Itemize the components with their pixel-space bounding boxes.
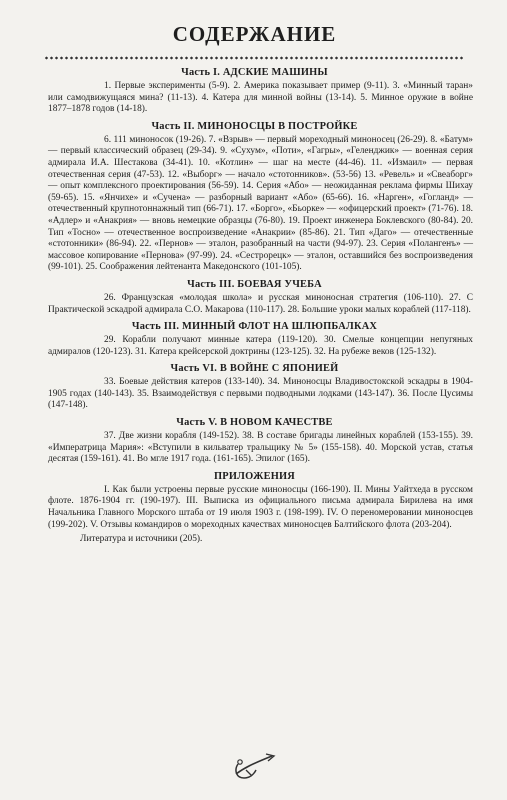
part-4 — [36, 321, 473, 358]
part-3 — [36, 279, 473, 316]
part-heading: Часть VI. В ВОЙНЕ С ЯПОНИЕЙ — [170, 363, 339, 375]
page-title: СОДЕРЖАНИЕ — [172, 22, 337, 46]
part-1 — [36, 67, 473, 116]
part-contents: I. Как были устроены первые русские миноносцы (166-190). II. Мины Уайтхеда в русском флоте. 1876-1904 гг. (190-197). III. Выписка из официального письма адмирала Бирилева на имя Начальника Главного Морского штаба от 19 июля 1903 г. (198-199). IV. О переномеровании миноносцев (199-202). V. Отзывы командиров о мореходных качествах миноносцев Балтийского флота (203-204). — [48, 484, 473, 530]
part-heading: Часть II. МИНОНОСЦЫ В ПОСТРОЙКЕ — [151, 120, 358, 132]
part-contents: 26. Французская «молодая школа» и русская миноносная стратегия (106-110). 27. С Практической эскадрой адмирала С.О. Макарова (110-117). 28. Большие уроки малых кораблей (117-118). — [48, 292, 473, 315]
part-contents: 29. Корабли получают минные катера (119-120). 30. Смелые концепции непугяных адмиралов (120-123). 31. Катера крейсерской доктрины (123-125). 32. На рубеже веков (125-132). — [48, 335, 473, 357]
part-6 — [36, 417, 473, 466]
part-contents: 1. Первые эксперименты (5-9). 2. Америка показывает пример (9-11). 3. «Минный таран» или самодвижущаяся мина? (11-13). 4. Катера для минной войны (13-14). 5. Минное оружие в войне 1877–1878 годов (14-18). — [48, 81, 473, 115]
part-heading: Часть I. АДСКИЕ МАШИНЫ — [181, 67, 328, 78]
part-contents: 6. 111 миноносок (19-26). 7. «Взрыв» — первый мореходный миноносец (26-29). 8. «Батум» — первый классический образец (29-34). 9. «Сухум», «Поти», «Гагры», «Геленджик» — военная серия адмирала И.А. Шестакова (34-41). 10. «Котлин» — шаг на месте (44-46). 11. «Измаил» — первая отечественная серия (47-53). 12. «Выборг» — начало «стотонников». (53-56) 13. «Ревель» и «Свеаборг» — опыт комплексного проектирования (56-59). 14. Серия «Або» — неожиданная реклама фирмы Шихау (59-65). 15. «Янчихе» и «Сучена» — разборный вариант «Або» (65-66). 16. «Нарген», «Гогланд» — отечественный крупнотоннажный тип (66-71). 17. «Борго», «Бьорке» — «офицерский проект» (71-76). 18. «Адлер» и «Анакрия» — вновь немецкие образцы (76-80). 19. Проект инженера Боклевского (80-84). 20. Тип «Тосно» — отечественное воспроизведение «Анакрии» (85-86). 21. Тип «Даго» — отечественные «стотонники» (86-94). 22. «Пернов» — эталон, разобранный на части (94-97). 23. Серия «Полангенъ» — массовое копирование «Пернова» (97-99). 24. «Сестрорецк» — эталон, оставшийся без воспроизведения (99-101). 25. Соображения лейтенанта Македонского (101-105). — [48, 134, 473, 273]
appendices — [36, 471, 473, 545]
part-heading: Часть V. В НОВОМ КАЧЕСТВЕ — [176, 417, 333, 429]
anchor-emblem-icon — [230, 750, 278, 782]
literature-entry: Литература и источники (205). — [80, 534, 203, 545]
part-heading: ПРИЛОЖЕНИЯ — [214, 470, 295, 482]
part-heading: Часть III. МИННЫЙ ФЛОТ НА ШЛЮПБАЛКАХ — [131, 321, 378, 333]
part-contents: 33. Боевые действия катеров (133-140). 34. Миноносцы Владивостокской эскадры в 1904-1905 годах (140-143). 35. Взаимодействуя с первыми подводными лодками (143-147). 36. После Цусимы (147-148). — [48, 377, 473, 411]
part-heading: Часть III. БОЕВАЯ УЧЕБА — [187, 278, 322, 290]
part-2 — [36, 121, 473, 274]
part-contents: 37. Две жизни корабля (149-152). 38. В составе бригады линейных кораблей (153-155). 39. «Императрица Мария»: «Вступили в кильватер тральщику № 5» (155-158). 40. Морской устав, статья десятая (159-161). 41. Во мгле 1917 года. (161-165). Эпилог (165). — [48, 431, 473, 465]
part-5 — [36, 363, 473, 412]
dotted-divider — [44, 55, 465, 61]
